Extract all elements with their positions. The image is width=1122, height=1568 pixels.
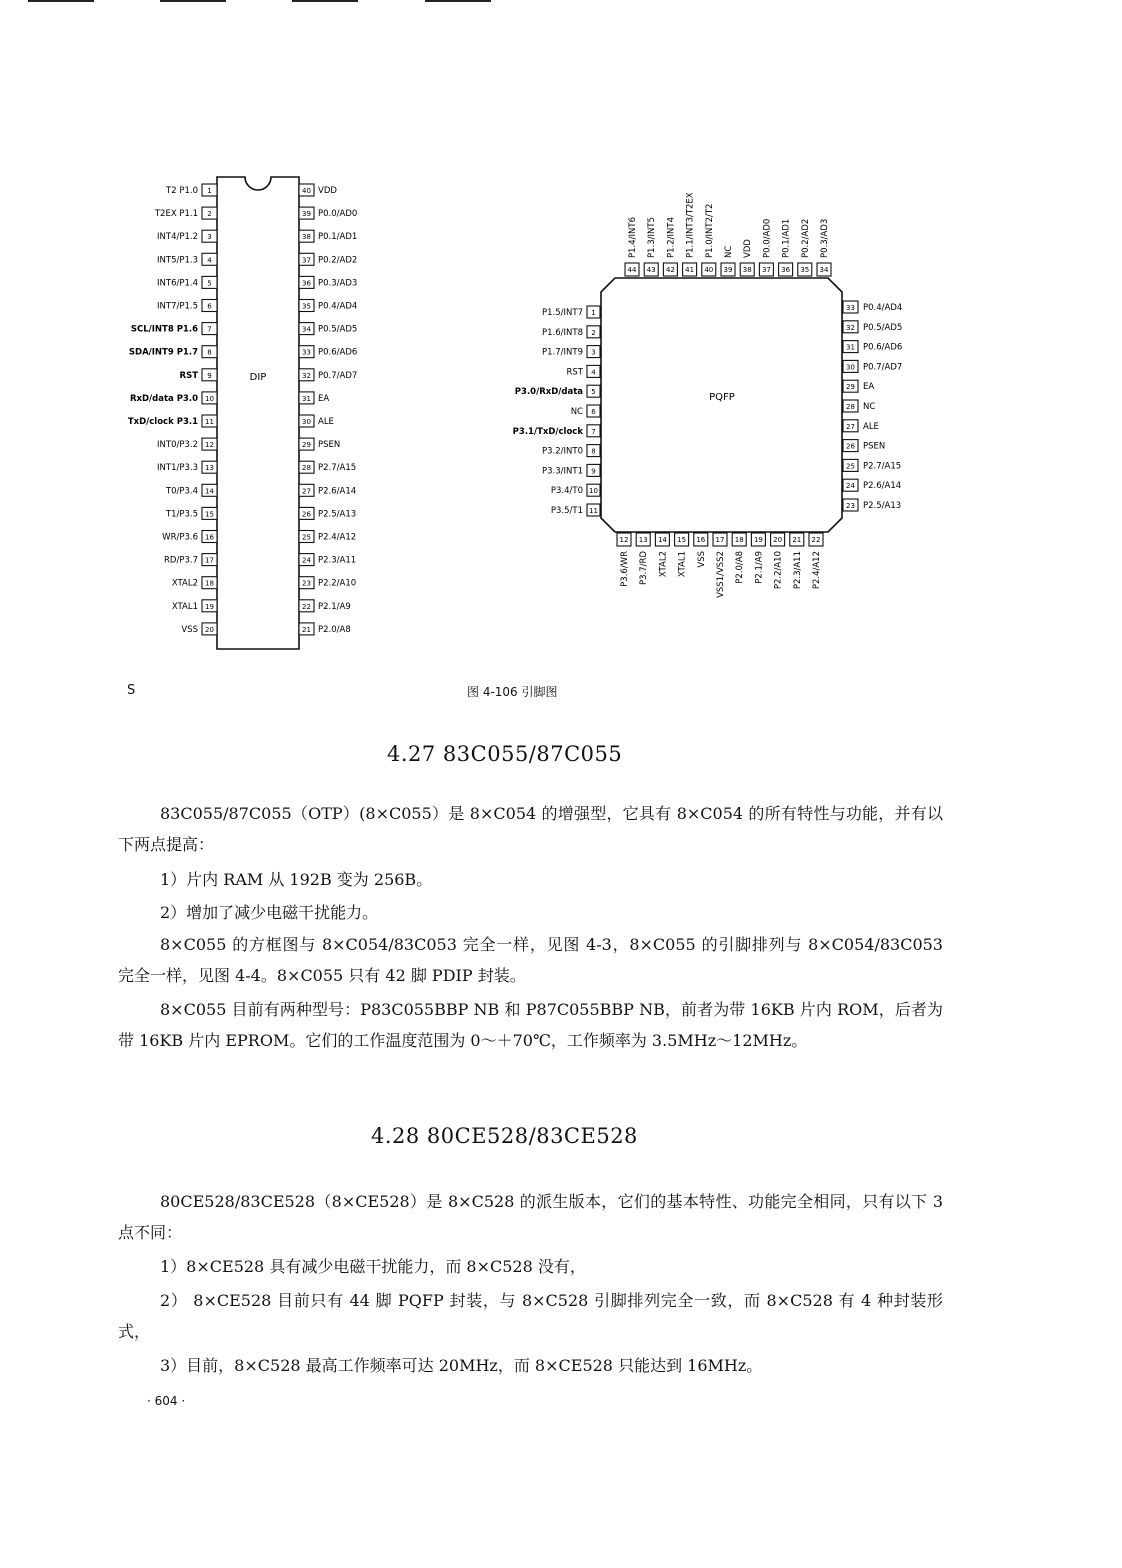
pin-number: 2 [591,328,596,337]
pin-number: 44 [627,266,637,274]
paragraph: 8×C055 的方框图与 8×C054/83C053 完全一样，见图 4-3，8×C055 的引脚排列与 8×C054/83C053 完全一样，见图 4-4。8×C055 只有 42 脚 PDIP 封装。 [118,935,943,985]
pin-number: 39 [723,266,733,274]
pin-label: P2.2/A10 [318,578,357,589]
pin-label: P0.4/AD4 [318,301,358,312]
figure-caption: 图 4-106 引脚图 [467,685,558,699]
pin-number: 29 [302,441,311,450]
pin-number: 31 [302,394,311,403]
dip-name: DIP [249,372,267,383]
pin-number: 1 [207,187,212,195]
pin-number: 4 [207,256,212,265]
pin-number: 1 [591,309,596,317]
pin-number: 29 [846,383,855,392]
pin-number: 30 [302,418,311,426]
pin-label: TxD/clock P3.1 [127,417,198,427]
pin-number: 25 [302,533,311,542]
pin-label: P2.1/A9 [318,601,351,612]
pin-number: 35 [302,302,311,311]
pin-number: 12 [205,441,214,450]
pin-label: P0.5/AD5 [863,322,903,333]
pin-label: P2.6/A14 [318,486,357,497]
pin-label: EA [318,393,330,404]
pin-label: P3.1/TxD/clock [512,426,583,437]
pin-number: 5 [591,388,596,397]
list-item: 2）增加了减少电磁干扰能力。 [160,903,379,922]
pin-number: 3 [207,233,212,242]
pin-number: 20 [773,536,783,544]
pin-number: 38 [742,266,752,274]
pin-number: 24 [302,556,311,565]
pin-number: 23 [846,502,855,510]
pin-number: 10 [205,394,214,403]
pin-label: P2.7/A15 [318,463,357,474]
pin-number: 31 [846,343,855,352]
pin-label: INT5/P1.3 [157,255,198,266]
pin-number: 6 [207,302,212,311]
pin-label: P0.0/AD0 [318,209,358,220]
pin-label: VDD [318,186,337,196]
pin-label: P3.6/WR [620,551,630,587]
pin-number: 26 [302,510,311,519]
pin-label: P0.1/AD1 [781,218,792,258]
pin-label: P0.6/AD6 [863,342,903,353]
pin-label: P0.5/AD5 [318,324,358,335]
pin-label: VSS1/VSS2 [716,551,726,598]
section-heading: 4.28 80CE528/83CE528 [371,1124,638,1148]
pin-number: 6 [591,408,596,416]
pin-number: 33 [302,348,311,357]
pin-label: P2.1/A9 [754,551,765,584]
pin-number: 9 [207,371,212,380]
pin-number: 25 [846,462,855,471]
pin-label: SDA/INT9 P1.7 [128,347,198,358]
pin-label: VDD [743,239,754,258]
pin-number: 36 [781,266,791,274]
pin-label: RxD/data P3.0 [129,393,198,404]
pin-label: P3.7/RD [639,551,650,585]
pin-label: P2.5/A13 [318,509,357,520]
pin-number: 26 [846,442,855,451]
pin-label: T2EX P1.1 [154,209,198,220]
pin-number: 40 [704,266,714,274]
pin-label: P2.4/A12 [318,532,357,543]
pin-label: RST [179,370,198,381]
pin-label: P1.2/INT4 [666,217,677,258]
pin-number: 21 [792,536,802,544]
pin-label: P3.2/INT0 [542,446,583,457]
list-item: 1）8×CE528 具有减少电磁干扰能力，而 8×C528 没有， [160,1257,586,1276]
pin-label: NC [863,402,876,412]
pin-label: P0.3/AD3 [318,278,358,289]
paragraph: 8×C055 目前有两种型号：P83C055BBP NB 和 P87C055BBP NB，前者为带 16KB 片内 ROM，后者为带 16KB 片内 EPROM。它们的工作温度范围为 0～＋70℃，工作频率为 3.5MHz～12MHz。 [118,1000,943,1050]
pin-label: P1.6/INT8 [542,327,583,338]
pin-label: P1.7/INT9 [542,347,583,358]
paragraph: 83C055/87C055（OTP）(8×C055）是 8×C054 的增强型，它具有 8×C054 的所有特性与功能，并有以下两点提高： [118,804,943,854]
pin-number: 3 [591,348,596,357]
pin-number: 13 [638,536,648,544]
pin-label: P3.0/RxD/data [514,387,583,398]
pin-number: 32 [846,323,855,332]
page-number: · 604 · [147,1394,186,1408]
pin-label: P2.3/A11 [792,551,803,590]
pin-label: P0.3/AD3 [820,218,830,258]
pin-label: P0.2/AD2 [318,255,358,266]
pin-label: P0.6/AD6 [318,347,358,358]
pin-label: P1.1/INT3/T2EX [685,192,696,258]
pin-number: 2 [207,210,212,219]
pin-number: 16 [696,536,706,544]
pin-number: 40 [302,187,311,195]
list-item: 2） 8×CE528 目前只有 44 脚 PQFP 封装，与 8×C528 引脚排列完全一致，而 8×C528 有 4 种封装形式， [118,1291,943,1341]
pin-label: P2.0/A8 [735,551,746,584]
pin-label: VSS [181,624,198,635]
pin-number: 17 [205,556,214,565]
pin-number: 36 [302,279,311,288]
pin-label: XTAL2 [171,578,198,589]
section-heading: 4.27 83C055/87C055 [387,742,623,766]
pin-number: 28 [846,403,855,411]
pin-number: 39 [302,210,311,219]
pin-label: XTAL1 [171,601,198,612]
pin-label: P2.4/A12 [812,551,822,590]
pin-number: 19 [205,602,214,611]
pin-number: 11 [205,418,214,426]
pin-number: 4 [591,368,596,377]
pin-number: 22 [302,602,311,611]
pin-label: P3.4/T0 [550,486,583,497]
pin-number: 7 [591,427,596,436]
pqfp-package [513,192,903,598]
pin-number: 16 [205,533,214,542]
pin-number: 18 [205,579,214,588]
pin-label: ALE [863,421,879,432]
pin-label: VSS [696,551,707,568]
pin-label: T0/P3.4 [165,486,198,497]
pin-label: EA [863,382,875,393]
figure-side-letter: S [127,683,136,698]
pin-number: 7 [207,325,212,334]
pin-label: P0.7/AD7 [863,362,903,373]
pin-number: 5 [207,279,212,288]
dip-body [217,177,299,649]
pin-label: INT6/P1.4 [157,278,198,289]
pin-number: 18 [734,536,744,544]
pin-number: 43 [646,266,656,274]
pin-label: WR/P3.6 [162,532,198,543]
pin-label: P1.5/INT7 [542,308,583,318]
pin-number: 23 [302,579,311,588]
pin-label: NC [570,407,583,417]
pin-label: XTAL2 [658,551,669,578]
pin-number: 15 [205,510,214,519]
pin-number: 33 [846,304,855,312]
pin-number: 35 [800,266,810,274]
list-item: 3）目前，8×C528 最高工作频率可达 20MHz，而 8×CE528 只能达到 16MHz。 [160,1356,763,1375]
pin-number: 21 [302,625,311,634]
pin-label: P3.5/T1 [550,506,583,516]
pin-label: P3.3/INT1 [542,466,583,477]
pin-number: 41 [685,266,695,274]
pqfp-name: PQFP [709,392,735,403]
pin-label: P0.2/AD2 [800,218,811,258]
pin-number: 42 [665,266,675,274]
pin-number: 13 [205,464,214,473]
pin-label: P1.4/INT6 [628,217,638,258]
pin-number: 34 [302,325,311,334]
pin-number: 12 [619,536,629,544]
pin-label: T1/P3.5 [165,509,198,520]
pin-label: P2.6/A14 [863,481,902,492]
pin-label: PSEN [318,440,341,451]
pqfp-body [601,278,842,532]
pin-number: 30 [846,363,855,372]
pin-label: P2.2/A10 [773,551,784,590]
pin-number: 37 [761,266,771,274]
pin-label: RD/P3.7 [164,555,198,566]
pin-number: 20 [205,625,214,634]
pin-number: 11 [589,507,598,515]
pin-number: 19 [753,536,763,544]
pin-number: 27 [846,422,855,431]
pin-number: 10 [589,487,598,496]
pin-number: 32 [302,371,311,380]
pin-label: P1.3/INT5 [647,217,658,258]
pin-label: XTAL1 [677,551,688,578]
pin-label: T2 P1.0 [166,186,198,196]
pin-label: P0.7/AD7 [318,370,358,381]
pin-number: 8 [591,447,596,456]
pin-label: SCL/INT8 P1.6 [130,324,198,335]
pin-number: 24 [846,482,855,491]
pin-diagram-figure [0,0,1122,700]
pin-number: 14 [205,487,214,496]
pin-label: ALE [318,417,334,427]
pin-number: 15 [677,536,687,544]
pin-number: 27 [302,487,311,496]
pin-number: 9 [591,467,596,476]
pin-label: PSEN [863,441,886,452]
pin-label: INT4/P1.2 [157,232,198,243]
pin-number: 38 [302,233,311,242]
pin-label: P0.0/AD0 [762,218,773,258]
pin-number: 14 [657,536,667,544]
pin-number: 37 [302,256,311,265]
pin-label: RST [566,367,583,378]
pin-number: 8 [207,348,212,357]
pin-label: P1.0/INT2/T2 [704,203,715,258]
pin-label: P2.0/A8 [318,624,351,635]
pin-label: P2.7/A15 [863,461,902,472]
paragraph: 80CE528/83CE528（8×CE528）是 8×C528 的派生版本，它们的基本特性、功能完全相同，只有以下 3 点不同： [118,1192,943,1242]
pin-label: INT0/P3.2 [157,440,198,451]
list-item: 1）片内 RAM 从 192B 变为 256B。 [160,870,433,889]
pin-label: NC [724,245,734,258]
pin-number: 34 [819,266,829,274]
pin-number: 28 [302,464,311,473]
pin-number: 17 [715,536,725,544]
pin-number: 22 [811,536,821,544]
pin-label: INT7/P1.5 [157,301,198,312]
dip-package [128,177,357,649]
pin-label: P0.4/AD4 [863,303,903,313]
pin-label: P2.5/A13 [863,501,902,511]
pin-label: INT1/P3.3 [157,463,198,474]
pin-label: P0.1/AD1 [318,232,358,243]
pin-label: P2.3/A11 [318,555,357,566]
